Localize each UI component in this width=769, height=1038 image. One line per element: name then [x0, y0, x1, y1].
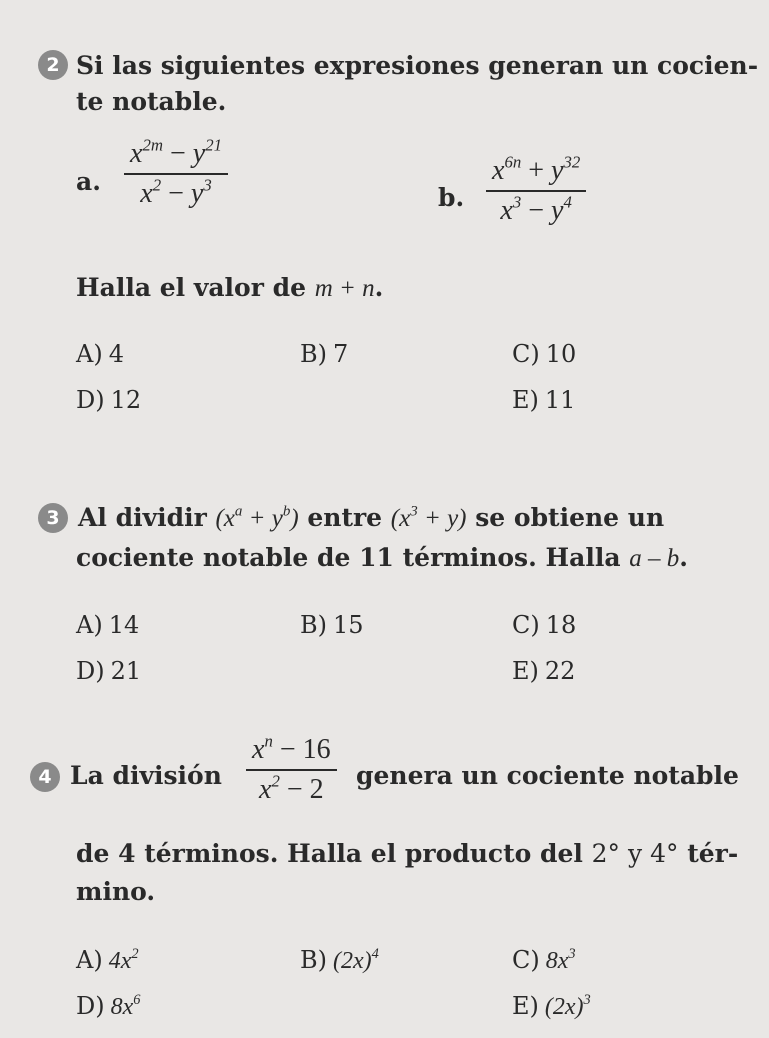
p2-option-d[interactable]: D) 12: [76, 386, 142, 414]
fraction-b: [486, 152, 586, 227]
problem-2-number: 2: [46, 54, 60, 76]
problem-3-number: 3: [46, 507, 60, 529]
problem-3-number-badge: [38, 503, 68, 533]
p2-option-b[interactable]: B) 7: [300, 340, 349, 368]
fraction-a-denominator: $x^2 - y^3$: [140, 175, 212, 209]
fraction-a-bar: [124, 173, 228, 175]
fraction-b-denominator: $x^3 - y^4$: [500, 192, 572, 226]
fraction-problem-4: [246, 731, 337, 806]
fraction-a-numerator: $x^{2m} - y^{21}$: [130, 135, 222, 169]
problem-3-statement-line2: cociente notable de 11 términos. Halla a – b.: [76, 543, 688, 572]
fraction-a: [124, 135, 228, 210]
p3-option-b[interactable]: B) 15: [300, 611, 364, 639]
p2-option-e[interactable]: E) 11: [512, 386, 576, 414]
fraction-4-denominator: $x^2 - 2$: [259, 771, 324, 805]
item-b-label: b.: [438, 183, 465, 212]
p4-option-b[interactable]: B) $(2x)^4$: [300, 945, 379, 974]
p2-option-a[interactable]: A) 4: [76, 340, 124, 368]
problem-4-prefix: La división: [70, 761, 222, 790]
problem-2-statement-line2: te notable.: [76, 87, 227, 116]
problem-4-number: 4: [38, 766, 52, 788]
fraction-4-numerator: $x^n - 16$: [252, 731, 331, 765]
problem-2-number-badge: [38, 50, 68, 80]
problem-4-suffix: genera un cociente notable: [356, 761, 739, 790]
p4-option-e[interactable]: E) $(2x)^3$: [512, 991, 591, 1020]
problem-2-question: Halla el valor de m + n.: [76, 273, 384, 302]
fraction-4-bar: [246, 769, 337, 771]
p3-option-c[interactable]: C) 18: [512, 611, 577, 639]
problem-4-statement-line2: de 4 términos. Halla el producto del 2° y 4° tér-: [76, 839, 739, 868]
fraction-b-numerator: $x^{6n} + y^{32}$: [492, 152, 581, 186]
p4-option-d[interactable]: D) $8x^6$: [76, 991, 141, 1020]
problem-3-statement-line1: Al dividir $(x^a + y^b)$ entre $(x^3 + y)$ se obtiene un: [78, 503, 665, 532]
p3-option-a[interactable]: A) 14: [76, 611, 140, 639]
item-a-label: a.: [76, 167, 101, 196]
p3-option-d[interactable]: D) 21: [76, 657, 142, 685]
p3-option-e[interactable]: E) 22: [512, 657, 576, 685]
problem-4-statement-line3: mino.: [76, 877, 156, 906]
p4-option-c[interactable]: C) $8x^3$: [512, 945, 576, 974]
p2-option-c[interactable]: C) 10: [512, 340, 577, 368]
problem-4-number-badge: [30, 762, 60, 792]
problem-2-statement-line1: Si las siguientes expresiones generan un cocien-: [76, 51, 759, 80]
p4-option-a[interactable]: A) $4x^2$: [76, 945, 139, 974]
